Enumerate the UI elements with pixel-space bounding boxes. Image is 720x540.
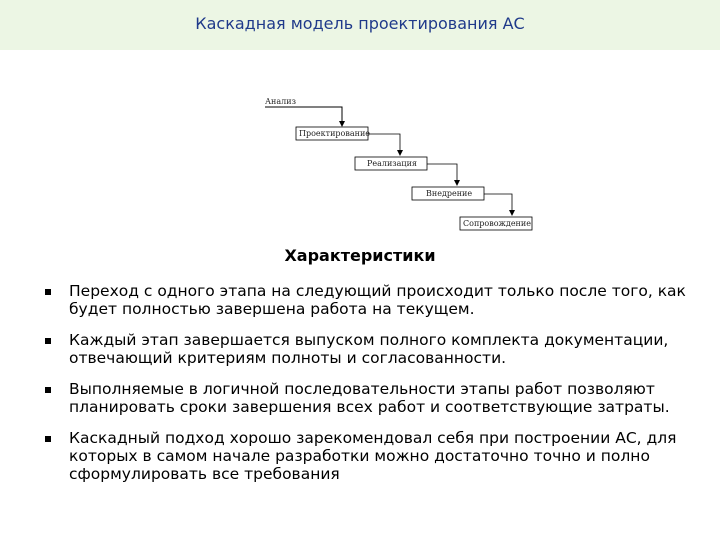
list-item-text: Выполняемые в логичной последовательности этапы работ позволяют планировать сроки завершения всех работ и соответствующие затраты. bbox=[69, 380, 670, 416]
header-bar bbox=[0, 0, 720, 50]
bullet-square-icon bbox=[45, 387, 51, 393]
section-heading: Характеристики bbox=[284, 246, 436, 265]
stage-arrow-4 bbox=[509, 210, 515, 216]
list-item bbox=[45, 331, 695, 367]
stage-connector-4 bbox=[484, 194, 512, 212]
stage-implementation bbox=[355, 157, 460, 186]
stage-connector-1 bbox=[265, 107, 342, 124]
stage-label-implementation: Реализация bbox=[367, 159, 417, 168]
bullet-square-icon bbox=[45, 289, 51, 295]
stage-arrow-2 bbox=[397, 150, 403, 156]
bullet-square-icon bbox=[45, 338, 51, 344]
page-title: Каскадная модель проектирования АС bbox=[195, 14, 525, 33]
list-item bbox=[45, 429, 695, 483]
list-item bbox=[45, 282, 695, 318]
list-item bbox=[45, 380, 695, 416]
stage-connector-2 bbox=[368, 134, 400, 152]
stage-analysis bbox=[265, 97, 345, 127]
stage-connector-3 bbox=[427, 164, 457, 182]
stage-deployment bbox=[412, 187, 515, 216]
list-item-text: Каждый этап завершается выпуском полного комплекта документации, отвечающий критериям полноты и согласованности. bbox=[69, 331, 669, 367]
list-item-text: Каскадный подход хорошо зарекомендовал себя при построении АС, для которых в самом начале разработки можно достаточно точно и полно сформулировать все требования bbox=[69, 429, 677, 483]
stage-arrow-1 bbox=[339, 121, 345, 127]
waterfall-diagram bbox=[250, 90, 550, 240]
stage-label-deployment: Внедрение bbox=[426, 189, 473, 198]
stage-design bbox=[296, 127, 403, 156]
characteristics-list bbox=[45, 282, 695, 496]
stage-arrow-3 bbox=[454, 180, 460, 186]
bullet-square-icon bbox=[45, 436, 51, 442]
stage-label-design: Проектирование bbox=[299, 129, 371, 138]
list-item-text: Переход с одного этапа на следующий происходит только после того, как будет полностью завершена работа на текущем. bbox=[69, 282, 686, 318]
stage-maintenance bbox=[460, 217, 532, 230]
stage-label-maintenance: Сопровождение bbox=[463, 219, 531, 228]
stage-label-analysis: Анализ bbox=[265, 97, 296, 106]
